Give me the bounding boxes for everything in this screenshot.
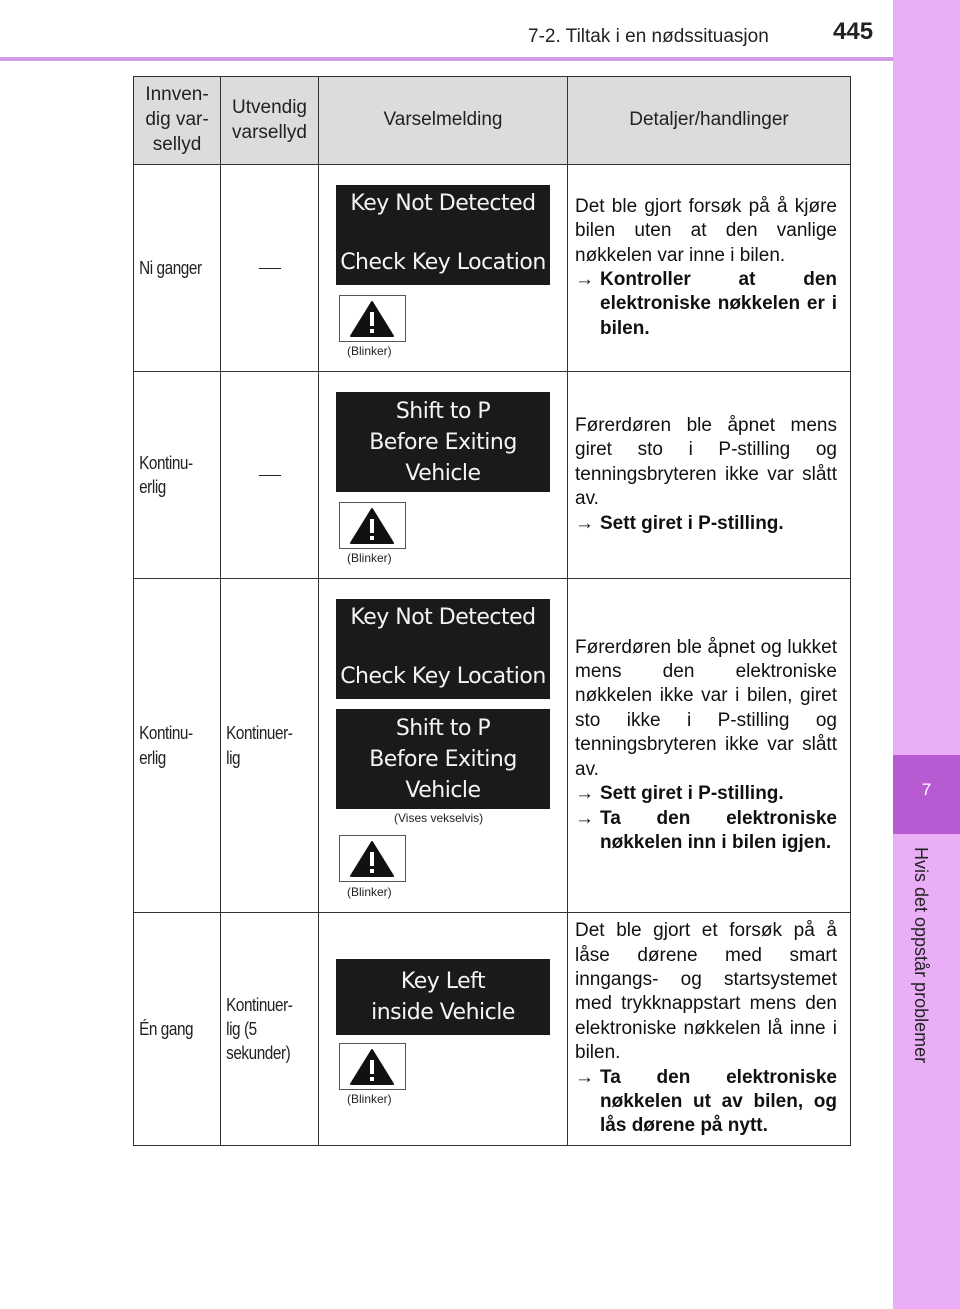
blinking-label: (Blinker)	[347, 1092, 392, 1106]
no-buzzer-dash	[259, 475, 281, 476]
no-buzzer-dash	[259, 268, 281, 269]
blinking-label: (Blinker)	[347, 551, 392, 565]
message-panel: Key Not Detected Check Key Location	[336, 185, 550, 285]
message-panel: Key Left inside Vehicle	[336, 959, 550, 1035]
alternating-label: (Vises vekselvis)	[394, 811, 484, 825]
details-cell	[568, 579, 851, 913]
section-title: 7-2. Tiltak i en nødssituasjon	[528, 26, 769, 47]
page-number: 445	[833, 18, 874, 45]
header-warning-message: Varselmelding	[319, 77, 568, 165]
inside-buzzer-cell: Én gang	[134, 913, 221, 1146]
action-item: → Sett giret i P-stilling.	[575, 512, 837, 536]
outside-buzzer-cell: Kontinuer- lig (5 sekunder)	[221, 913, 319, 1146]
chapter-number: 7	[893, 755, 960, 834]
inside-buzzer-cell: Ni ganger	[134, 165, 221, 372]
outside-buzzer-cell	[221, 165, 319, 372]
header-divider	[0, 57, 893, 61]
blinking-label: (Blinker)	[347, 885, 392, 899]
warning-triangle-icon	[339, 502, 406, 549]
inside-buzzer-cell: Kontinu- erlig	[134, 372, 221, 579]
arrow-icon: →	[575, 807, 594, 829]
arrow-icon: →	[575, 1066, 594, 1088]
details-cell	[568, 913, 851, 1146]
details-cell	[568, 165, 851, 372]
warning-message-cell	[319, 372, 568, 579]
warning-table	[133, 76, 851, 1146]
detail-text: Førerdøren ble åpnet og lukket mens den elektroniske nøkkelen ikke var i bilen, giret sto ikke i P-stilling og tenningsbryteren ikke var slått av.	[575, 636, 837, 780]
detail-text: Det ble gjort et forsøk på å låse dørene med smart inngangs- og startsystemet med trykknappstart mens den elektroniske nøkkelen lå inne i bilen.	[575, 920, 837, 1064]
header-details: Detaljer/handlinger	[568, 77, 851, 165]
chapter-title: Hvis det oppstår problemer	[911, 847, 931, 1064]
table-row	[134, 372, 851, 579]
chapter-side-tab	[893, 0, 960, 1309]
header-outside-buzzer: Utvendig varsellyd	[221, 77, 319, 165]
detail-text: Førerdøren ble åpnet mens giret sto i P-stilling og tenningsbryteren ikke var slått av.	[575, 414, 837, 510]
action-item: → Kontroller at den elektroniske nøkkelen er i bilen.	[575, 268, 837, 341]
message-panel: Key Not Detected Check Key Location	[336, 599, 550, 699]
action-item: → Sett giret i P-stilling.	[575, 782, 837, 806]
table-row	[134, 913, 851, 1146]
header-inside-buzzer: Innven- dig var- sellyd	[134, 77, 221, 165]
action-item: → Ta den elektroniske nøkkelen ut av bilen, og lås dørene på nytt.	[575, 1066, 837, 1139]
blinking-label: (Blinker)	[347, 344, 392, 358]
warning-message-cell	[319, 165, 568, 372]
table-row	[134, 579, 851, 913]
warning-triangle-icon	[339, 1043, 406, 1090]
outside-buzzer-cell	[221, 372, 319, 579]
detail-text: Det ble gjort forsøk på å kjøre bilen uten at den vanlige nøkkelen var inne i bilen.	[575, 195, 837, 266]
arrow-icon: →	[575, 512, 594, 534]
arrow-icon: →	[575, 269, 594, 290]
inside-buzzer-cell: Kontinu- erlig	[134, 579, 221, 913]
warning-message-cell	[319, 579, 568, 913]
warning-message-cell	[319, 913, 568, 1146]
table-header-row	[134, 77, 851, 165]
outside-buzzer-cell: Kontinuer- lig	[221, 579, 319, 913]
message-panel: Shift to P Before Exiting Vehicle	[336, 392, 550, 492]
arrow-icon: →	[575, 783, 594, 805]
message-panel: Shift to P Before Exiting Vehicle	[336, 709, 550, 809]
table-row	[134, 165, 851, 372]
warning-triangle-icon	[339, 295, 406, 342]
warning-triangle-icon	[339, 835, 406, 882]
action-item: → Ta den elektroniske nøkkelen inn i bilen igjen.	[575, 807, 837, 856]
details-cell	[568, 372, 851, 579]
